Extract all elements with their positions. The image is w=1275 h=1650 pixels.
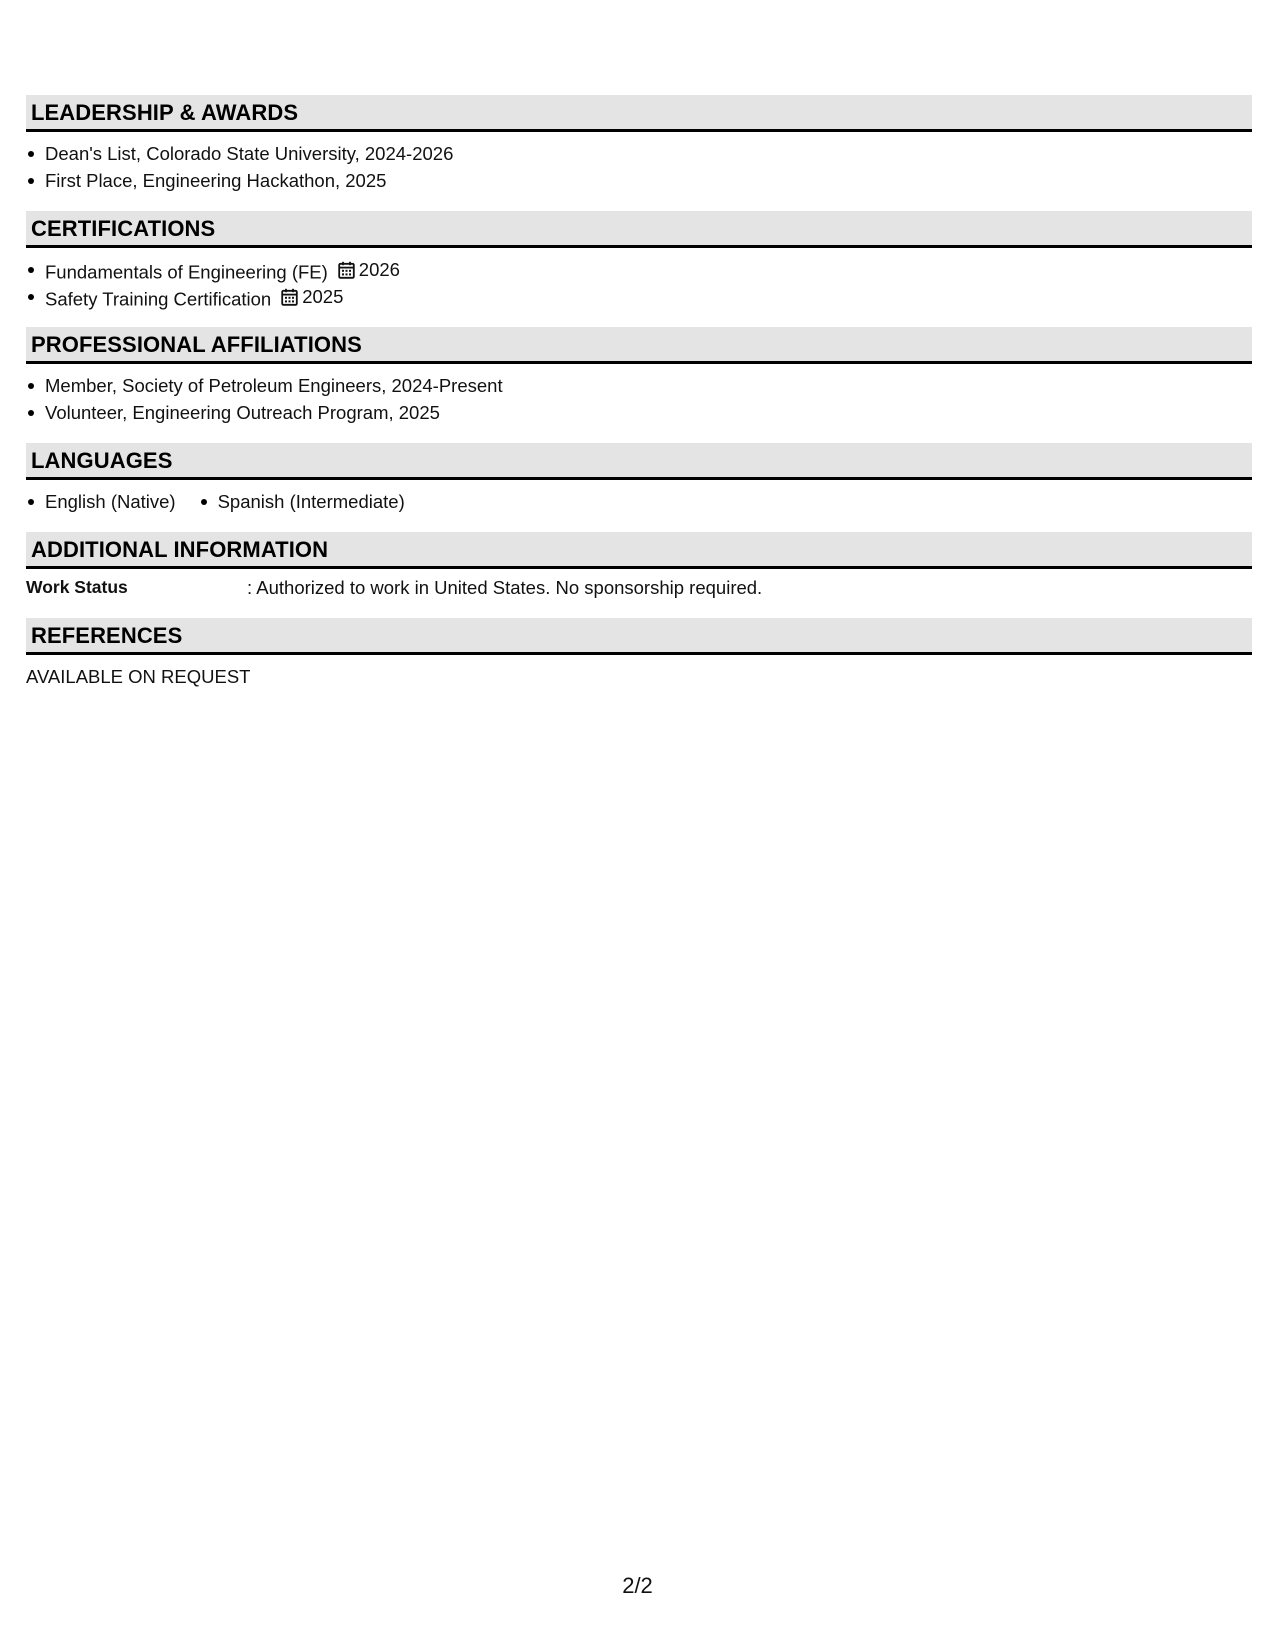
list-item: English (Native) [26,488,176,515]
section-header [26,327,1252,364]
section-professional-affiliations [26,327,1252,443]
list-item: Spanish (Intermediate) [199,488,405,515]
list-item: Member, Society of Petroleum Engineers, 2024-Present [26,372,1252,399]
section-header [26,532,1252,569]
languages-list [26,480,1252,515]
section-additional-information [26,532,1252,618]
section-title: CERTIFICATIONS [31,216,216,241]
resume-page [26,95,1252,690]
certification-date [281,283,343,310]
section-header [26,211,1252,248]
certifications-list [26,248,1252,310]
affiliations-list [26,364,1252,426]
section-title: LANGUAGES [31,448,173,473]
info-label: Work Status [26,577,128,597]
list-item: Volunteer, Engineering Outreach Program, 2025 [26,399,1252,426]
certification-year: 2025 [302,286,344,307]
section-languages [26,443,1252,532]
certification-year: 2026 [358,259,400,280]
section-header [26,618,1252,655]
certification-name: Fundamentals of Engineering (FE) [45,261,328,283]
section-title: PROFESSIONAL AFFILIATIONS [31,332,362,357]
list-item [26,283,1252,310]
certification-name: Safety Training Certification [45,288,272,310]
list-item: First Place, Engineering Hackathon, 2025 [26,167,1252,194]
certification-date [338,256,400,283]
section-title: LEADERSHIP & AWARDS [31,100,299,125]
section-title: REFERENCES [31,623,183,648]
section-title: ADDITIONAL INFORMATION [31,537,329,562]
calendar-icon [281,288,298,306]
page-number: 2/2 [622,1573,653,1598]
leadership-list [26,132,1252,194]
section-leadership-awards [26,95,1252,211]
references-text: AVAILABLE ON REQUEST [26,666,251,687]
list-item [26,256,1252,283]
section-references [26,618,1252,690]
list-item: Dean's List, Colorado State University, 2024-2026 [26,140,1252,167]
section-certifications [26,211,1252,327]
section-header [26,95,1252,132]
info-value: : Authorized to work in United States. No sponsorship required. [247,577,763,598]
info-row-work-status [26,569,1252,601]
section-header [26,443,1252,480]
calendar-icon [338,261,355,279]
